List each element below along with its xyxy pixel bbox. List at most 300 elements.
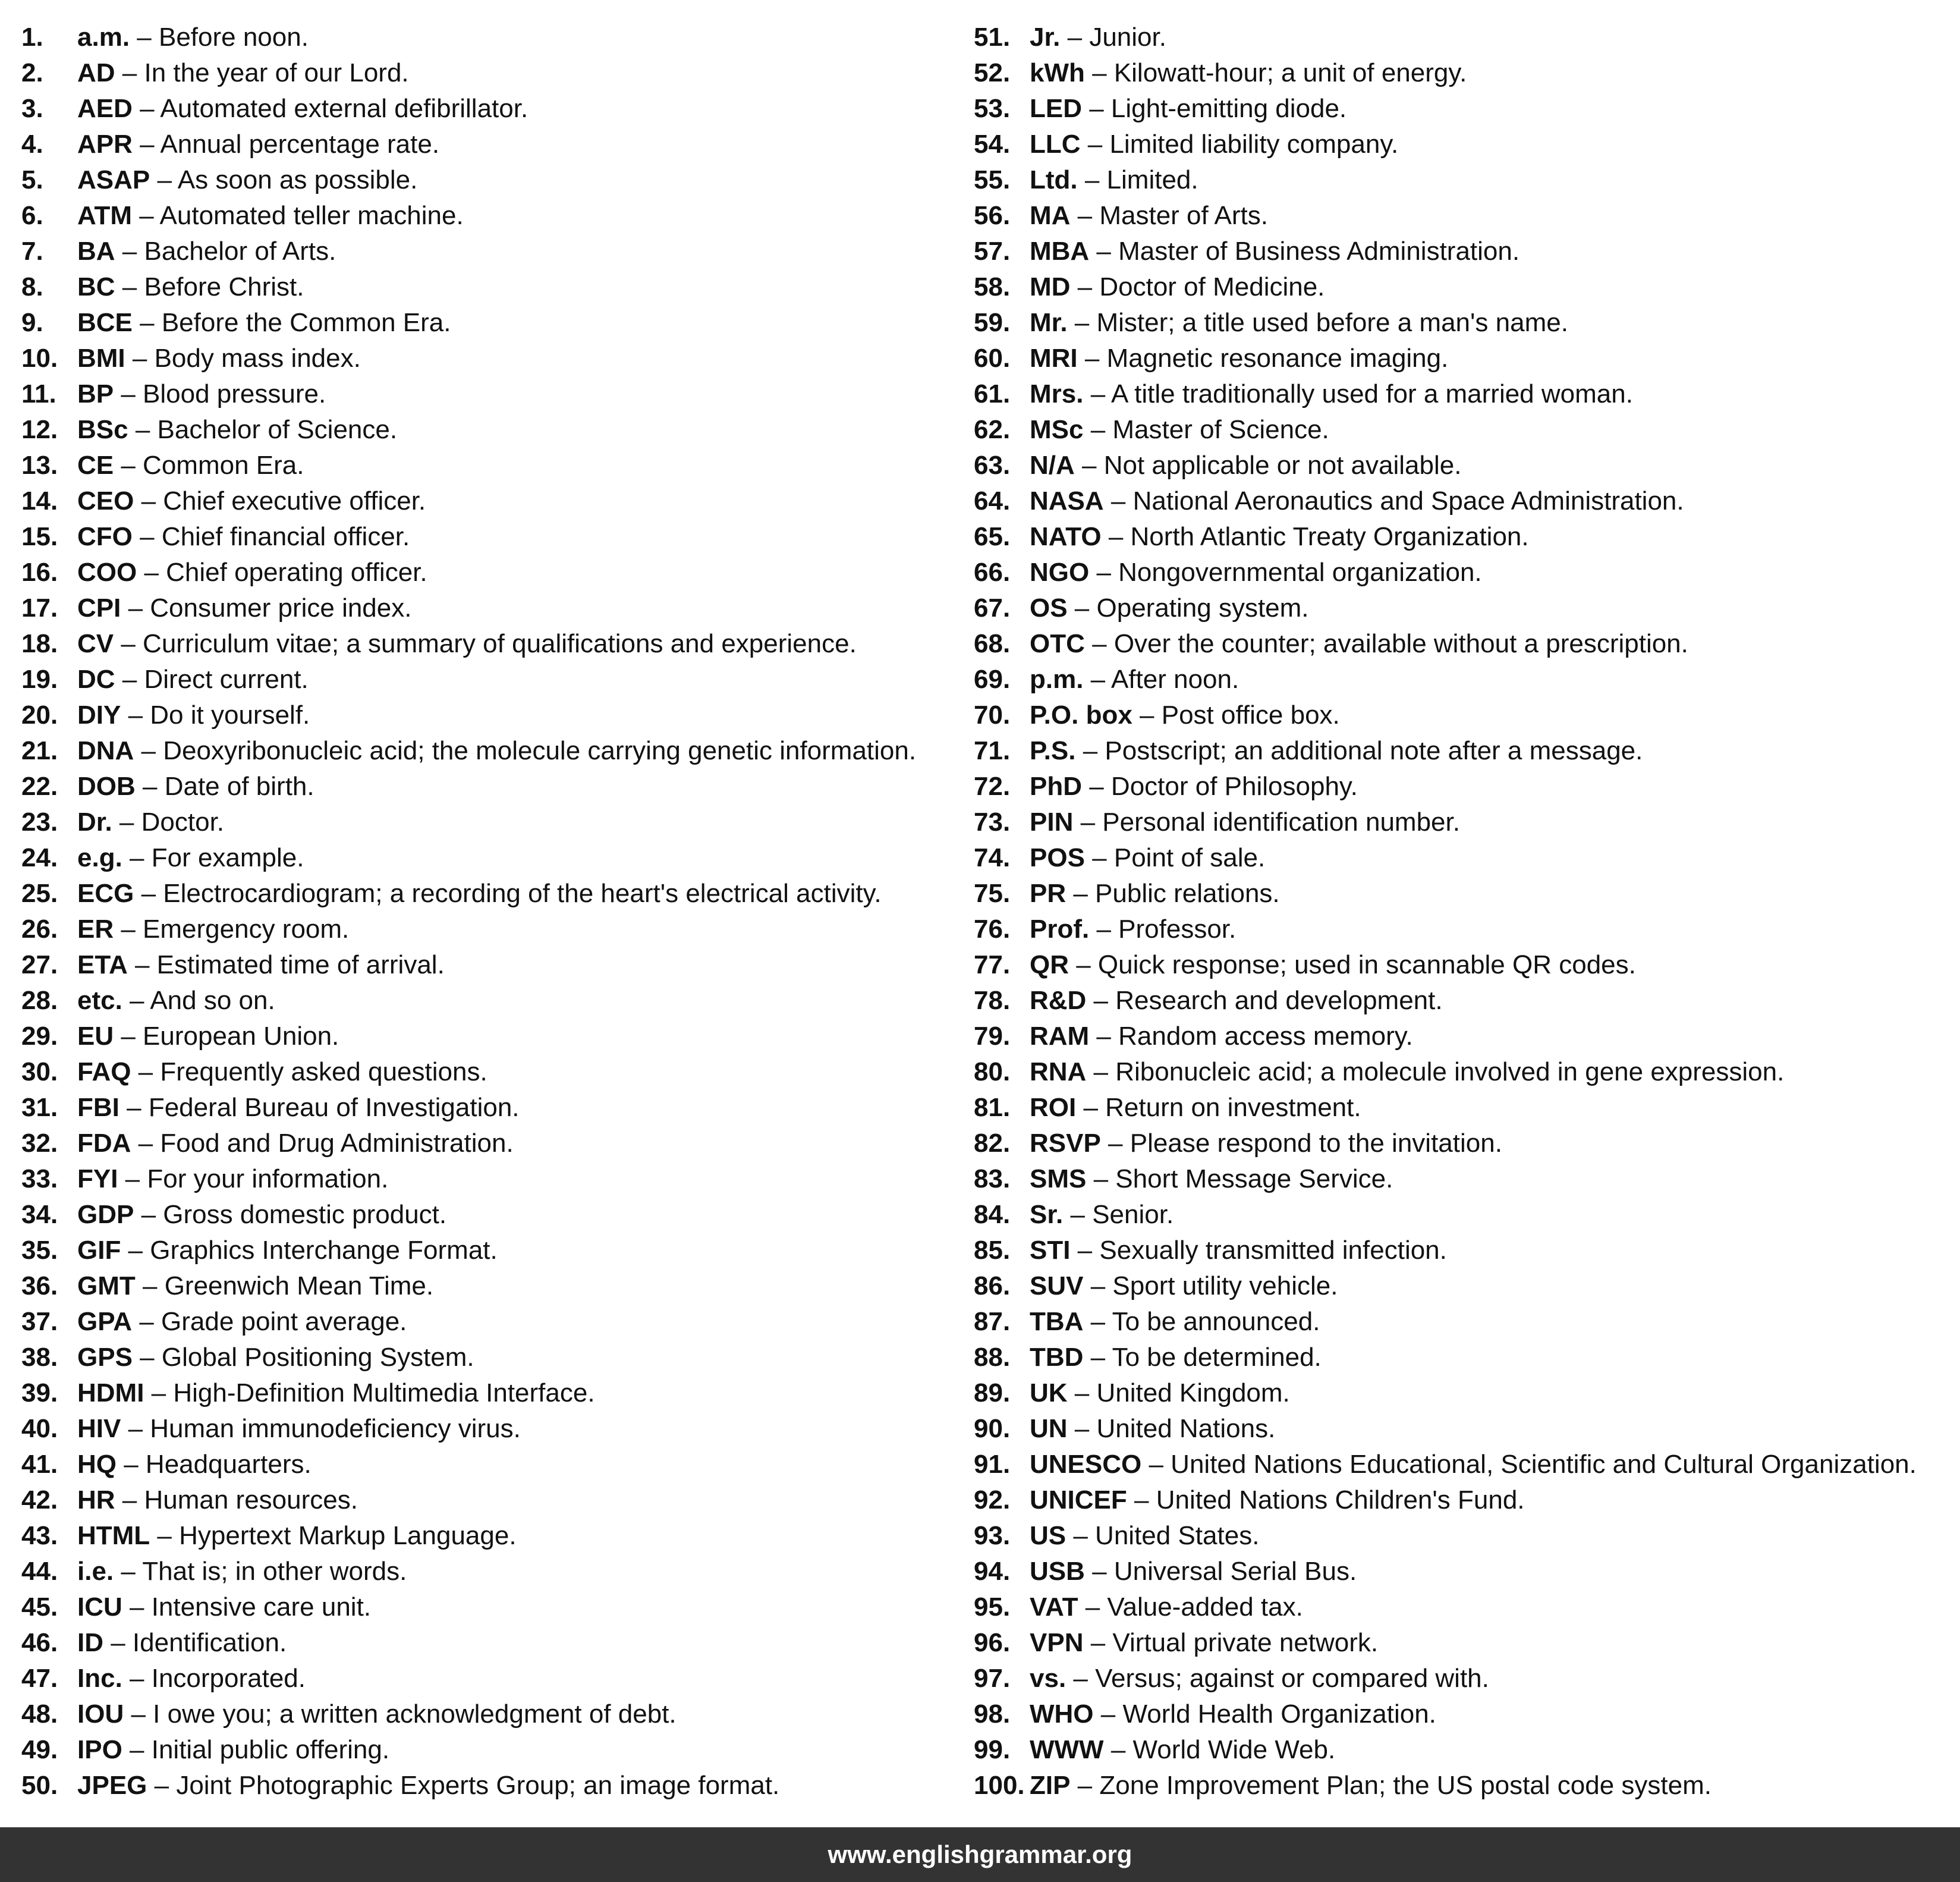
abbreviation-definition: For your information. (147, 1164, 389, 1193)
list-item (21, 198, 949, 234)
item-text (77, 55, 409, 91)
abbreviation-definition: Deoxyribonucleic acid; the molecule carrying genetic information. (163, 736, 917, 765)
list-item (974, 519, 1949, 555)
item-text (1030, 1411, 1275, 1447)
abbreviation-definition: Frequently asked questions. (160, 1057, 487, 1086)
list-item (974, 91, 1949, 127)
abbreviation-definition: High-Definition Multimedia Interface. (173, 1378, 595, 1407)
dash-separator: – (134, 486, 163, 516)
list-item (974, 1411, 1949, 1447)
dash-separator: – (1100, 1129, 1130, 1158)
item-number: 35. (21, 1236, 58, 1265)
abbreviation-term: AD (77, 58, 115, 87)
dash-separator: – (112, 808, 141, 837)
list-item (974, 1197, 1949, 1233)
list-item (21, 91, 949, 127)
abbreviation-definition: Research and development. (1115, 986, 1443, 1015)
list-item (21, 376, 949, 412)
item-text (1030, 1589, 1303, 1625)
item-text (1030, 1233, 1447, 1268)
abbreviation-list-right (974, 20, 1949, 1804)
list-item (974, 234, 1949, 269)
list-item (974, 1625, 1949, 1661)
abbreviation-term: FDA (77, 1129, 131, 1158)
list-item (21, 483, 949, 519)
dash-separator: – (122, 1735, 152, 1764)
list-item (974, 1340, 1949, 1375)
dash-separator: – (121, 1236, 150, 1265)
abbreviation-definition: Emergency room. (143, 915, 350, 944)
abbreviation-definition: European Union. (143, 1022, 339, 1051)
dash-separator: – (114, 379, 143, 409)
dash-separator: – (135, 1271, 165, 1300)
dash-separator: – (1084, 58, 1114, 87)
list-item (21, 55, 949, 91)
dash-separator: – (103, 1628, 133, 1657)
dash-separator: – (1077, 165, 1107, 194)
abbreviation-definition: Return on investment. (1105, 1093, 1361, 1122)
dash-separator: – (132, 201, 160, 230)
dash-separator: – (1086, 1057, 1116, 1086)
abbreviation-definition: Doctor of Medicine. (1099, 272, 1325, 301)
abbreviation-definition: Blood pressure. (143, 379, 326, 409)
item-text (1030, 55, 1467, 91)
abbreviation-term: HR (77, 1485, 115, 1515)
item-number: 61. (974, 379, 1011, 409)
list-item (21, 1661, 949, 1696)
item-text (1030, 341, 1448, 376)
item-text (77, 234, 336, 269)
dash-separator: – (1067, 308, 1097, 337)
item-text (1030, 1340, 1322, 1375)
list-item (974, 1589, 1949, 1625)
dash-separator: – (115, 1485, 144, 1515)
item-number: 79. (974, 1022, 1011, 1051)
list-item (974, 162, 1949, 198)
item-text (1030, 876, 1280, 912)
abbreviation-term: US (1030, 1521, 1066, 1550)
dash-separator: – (1063, 1200, 1093, 1229)
item-number: 16. (21, 558, 58, 587)
abbreviation-definition: Annual percentage rate. (160, 130, 440, 159)
item-number: 3. (21, 94, 43, 123)
abbreviation-definition: Light-emitting diode. (1110, 94, 1347, 123)
item-text (77, 947, 445, 983)
list-item (21, 1304, 949, 1340)
abbreviation-term: DC (77, 665, 115, 694)
abbreviation-term: HDMI (77, 1378, 144, 1407)
item-text (1030, 1197, 1174, 1233)
list-item (21, 1197, 949, 1233)
item-text (1030, 269, 1325, 305)
abbreviation-definition: Universal Serial Bus. (1113, 1557, 1357, 1586)
list-item (21, 1768, 949, 1804)
item-number: 85. (974, 1236, 1011, 1265)
list-item (21, 269, 949, 305)
abbreviation-definition: Hypertext Markup Language. (179, 1521, 517, 1550)
abbreviation-definition: Human immunodeficiency virus. (150, 1414, 521, 1443)
dash-separator: – (130, 23, 159, 52)
item-text (77, 1589, 371, 1625)
abbreviation-definition: Food and Drug Administration. (160, 1129, 514, 1158)
abbreviation-term: LED (1030, 94, 1082, 123)
list-item (974, 1732, 1949, 1768)
abbreviation-definition: Do it yourself. (150, 700, 310, 730)
item-number: 41. (21, 1450, 58, 1479)
dash-separator: – (1077, 344, 1107, 373)
list-item (21, 1518, 949, 1554)
item-number: 66. (974, 558, 1011, 587)
dash-separator: – (1101, 522, 1131, 551)
abbreviation-definition: Estimated time of arrival. (156, 950, 445, 979)
list-item (21, 305, 949, 341)
dash-separator: – (1070, 272, 1100, 301)
item-text (1030, 1054, 1784, 1090)
item-text (1030, 127, 1398, 162)
item-text (77, 1340, 474, 1375)
dash-separator: – (1078, 1592, 1108, 1622)
item-text (77, 483, 426, 519)
abbreviation-term: USB (1030, 1557, 1085, 1586)
list-item (21, 20, 949, 55)
abbreviation-term: CFO (77, 522, 133, 551)
dash-separator: – (1103, 486, 1133, 516)
dash-separator: – (1067, 1378, 1097, 1407)
dash-separator: – (134, 879, 163, 908)
dash-separator: – (117, 1450, 146, 1479)
item-number: 60. (974, 344, 1011, 373)
item-text (77, 20, 309, 55)
abbreviation-definition: Incorporated. (151, 1664, 306, 1693)
item-number: 2. (21, 58, 43, 87)
dash-separator: – (114, 1022, 143, 1051)
list-item (21, 162, 949, 198)
list-item (21, 1732, 949, 1768)
dash-separator: – (1089, 558, 1119, 587)
list-item (974, 20, 1949, 55)
item-text (1030, 1019, 1413, 1054)
dash-separator: – (121, 700, 150, 730)
item-text (77, 983, 275, 1019)
list-item (21, 1340, 949, 1375)
abbreviation-definition: Headquarters. (145, 1450, 312, 1479)
item-text (1030, 1268, 1338, 1304)
item-number: 73. (974, 808, 1011, 837)
item-number: 39. (21, 1378, 58, 1407)
dash-separator: – (115, 58, 144, 87)
list-item (974, 1268, 1949, 1304)
abbreviation-term: Mrs. (1030, 379, 1084, 409)
item-number: 36. (21, 1271, 58, 1300)
list-item (21, 1268, 949, 1304)
list-item (974, 555, 1949, 590)
dash-separator: – (1067, 1414, 1097, 1443)
dash-separator: – (1086, 986, 1116, 1015)
item-number: 77. (974, 950, 1011, 979)
item-number: 53. (974, 94, 1011, 123)
dash-separator: – (114, 915, 143, 944)
abbreviation-definition: Postscript; an additional note after a message. (1105, 736, 1643, 765)
item-number: 96. (974, 1628, 1011, 1657)
dash-separator: – (1070, 1236, 1100, 1265)
abbreviation-term: CE (77, 451, 114, 480)
abbreviation-term: EU (77, 1022, 114, 1051)
abbreviation-definition: To be announced. (1112, 1307, 1320, 1336)
list-item (974, 697, 1949, 733)
dash-separator: – (1089, 237, 1119, 266)
item-number: 33. (21, 1164, 58, 1193)
list-item (974, 983, 1949, 1019)
abbreviation-definition: Sexually transmitted infection. (1099, 1236, 1447, 1265)
item-text (1030, 234, 1519, 269)
item-text (1030, 662, 1239, 697)
item-number: 78. (974, 986, 1011, 1015)
dash-separator: – (1083, 1343, 1112, 1372)
abbreviation-term: UNESCO (1030, 1450, 1142, 1479)
abbreviation-term: FAQ (77, 1057, 131, 1086)
list-item (974, 1375, 1949, 1411)
list-item (974, 912, 1949, 947)
item-text (77, 448, 304, 483)
abbreviation-term: GPA (77, 1307, 133, 1336)
item-number: 22. (21, 772, 58, 801)
abbreviation-definition: I owe you; a written acknowledgment of debt. (153, 1699, 677, 1729)
abbreviation-term: SUV (1030, 1271, 1084, 1300)
abbreviation-term: WHO (1030, 1699, 1094, 1729)
item-number: 43. (21, 1521, 58, 1550)
item-number: 34. (21, 1200, 58, 1229)
abbreviation-term: GIF (77, 1236, 121, 1265)
item-number: 89. (974, 1378, 1011, 1407)
abbreviation-term: TBD (1030, 1343, 1084, 1372)
item-number: 84. (974, 1200, 1011, 1229)
abbreviation-term: Dr. (77, 808, 112, 837)
abbreviation-definition: Global Positioning System. (161, 1343, 474, 1372)
item-text (1030, 448, 1461, 483)
abbreviation-term: AED (77, 94, 133, 123)
abbreviation-definition: Junior. (1089, 23, 1166, 52)
list-item (974, 483, 1949, 519)
footer-website-link[interactable]: www.englishgrammar.org (828, 1840, 1132, 1868)
item-text (77, 305, 451, 341)
abbreviation-term: VPN (1030, 1628, 1084, 1657)
list-item (21, 662, 949, 697)
abbreviation-definition: Sport utility vehicle. (1112, 1271, 1338, 1300)
abbreviation-term: NASA (1030, 486, 1104, 516)
dash-separator: – (1084, 843, 1114, 872)
abbreviation-term: DIY (77, 700, 121, 730)
list-item (21, 947, 949, 983)
dash-separator: – (1069, 950, 1098, 979)
item-number: 14. (21, 486, 58, 516)
item-text (1030, 805, 1460, 840)
abbreviation-term: R&D (1030, 986, 1087, 1015)
dash-separator: – (1083, 379, 1111, 409)
item-text (77, 555, 427, 590)
abbreviation-term: DOB (77, 772, 136, 801)
abbreviation-definition: Consumer price index. (150, 593, 412, 623)
abbreviation-term: TBA (1030, 1307, 1084, 1336)
item-number: 65. (974, 522, 1011, 551)
item-text (77, 1019, 339, 1054)
abbreviation-definition: Quick response; used in scannable QR codes. (1097, 950, 1636, 979)
item-text (1030, 555, 1482, 590)
item-text (77, 840, 304, 876)
dash-separator: – (114, 1557, 143, 1586)
list-item (21, 1161, 949, 1197)
item-number: 93. (974, 1521, 1011, 1550)
abbreviation-term: NGO (1030, 558, 1090, 587)
list-item (974, 412, 1949, 448)
item-text (1030, 590, 1309, 626)
item-text (1030, 198, 1268, 234)
abbreviation-definition: Limited. (1106, 165, 1198, 194)
dash-separator: – (1083, 1307, 1112, 1336)
abbreviation-definition: Initial public offering. (151, 1735, 390, 1764)
list-item (974, 341, 1949, 376)
list-item (21, 555, 949, 590)
list-item (21, 805, 949, 840)
abbreviation-term: DNA (77, 736, 134, 765)
dash-separator: – (115, 272, 144, 301)
item-number: 4. (21, 130, 43, 159)
dash-separator: – (128, 415, 158, 444)
item-number: 11. (21, 379, 56, 409)
item-number: 58. (974, 272, 1011, 301)
abbreviation-term: OS (1030, 593, 1068, 623)
dash-separator: – (121, 1414, 150, 1443)
dash-separator: – (1127, 1485, 1156, 1515)
item-text (1030, 1482, 1525, 1518)
abbreviation-definition: Random access memory. (1118, 1022, 1413, 1051)
abbreviation-term: PR (1030, 879, 1066, 908)
item-text (77, 1768, 779, 1804)
footer-bar (0, 1827, 1960, 1882)
abbreviation-term: Ltd. (1030, 165, 1078, 194)
item-text (1030, 983, 1443, 1019)
list-item (21, 697, 949, 733)
abbreviation-definition: Human resources. (144, 1485, 358, 1515)
dash-separator: – (147, 1771, 177, 1800)
item-number: 1. (21, 23, 43, 52)
item-number: 15. (21, 522, 58, 551)
abbreviation-definition: Short Message Service. (1115, 1164, 1393, 1193)
item-text (77, 127, 439, 162)
abbreviation-term: MA (1030, 201, 1071, 230)
dash-separator: – (137, 558, 166, 587)
abbreviation-definition: Doctor. (141, 808, 225, 837)
item-number: 23. (21, 808, 58, 837)
abbreviation-term: JPEG (77, 1771, 147, 1800)
abbreviation-term: STI (1030, 1236, 1071, 1265)
item-text (77, 1554, 407, 1589)
dash-separator: – (127, 950, 157, 979)
item-text (77, 1375, 595, 1411)
item-text (1030, 626, 1688, 662)
list-item (21, 1589, 949, 1625)
abbreviation-definition: Versus; against or compared with. (1095, 1664, 1489, 1693)
item-number: 97. (974, 1664, 1011, 1693)
abbreviation-definition: To be determined. (1112, 1343, 1322, 1372)
abbreviation-term: ICU (77, 1592, 122, 1622)
abbreviation-term: VAT (1030, 1592, 1078, 1622)
item-number: 99. (974, 1735, 1011, 1764)
dash-separator: – (1082, 94, 1111, 123)
list-item (974, 305, 1949, 341)
list-item (974, 1768, 1949, 1804)
abbreviation-definition: Mister; a title used before a man's name. (1096, 308, 1568, 337)
list-item (21, 1019, 949, 1054)
abbreviation-definition: Personal identification number. (1102, 808, 1460, 837)
dash-separator: – (1060, 23, 1090, 52)
item-text (77, 769, 314, 805)
list-item (21, 1696, 949, 1732)
list-item (974, 1696, 1949, 1732)
item-text (77, 1625, 287, 1661)
abbreviation-definition: Chief operating officer. (166, 558, 427, 587)
abbreviation-term: e.g. (77, 843, 122, 872)
item-number: 44. (21, 1557, 58, 1586)
abbreviation-definition: A title traditionally used for a married woman. (1110, 379, 1633, 409)
dash-separator: – (118, 1164, 147, 1193)
abbreviation-term: ID (77, 1628, 103, 1657)
abbreviation-term: QR (1030, 950, 1069, 979)
item-number: 12. (21, 415, 58, 444)
dash-separator: – (134, 736, 163, 765)
abbreviation-list-left (21, 20, 949, 1804)
item-text (77, 1304, 407, 1340)
item-number: 92. (974, 1485, 1011, 1515)
abbreviation-definition: Identification. (132, 1628, 287, 1657)
item-number: 25. (21, 879, 58, 908)
abbreviation-term: BA (77, 237, 115, 266)
item-number: 7. (21, 237, 43, 266)
abbreviation-term: ETA (77, 950, 128, 979)
item-text (1030, 1090, 1361, 1126)
list-item (21, 626, 949, 662)
list-item (21, 1554, 949, 1589)
abbreviation-definition: United Nations Educational, Scientific and Cultural Organization. (1171, 1450, 1917, 1479)
item-text (77, 162, 417, 198)
item-number: 86. (974, 1271, 1011, 1300)
abbreviation-term: BC (77, 272, 115, 301)
list-item (974, 376, 1949, 412)
abbreviation-term: APR (77, 130, 133, 159)
dash-separator: – (119, 1093, 149, 1122)
dash-separator: – (132, 1343, 162, 1372)
abbreviation-definition: Direct current. (144, 665, 309, 694)
dash-separator: – (132, 308, 162, 337)
abbreviation-definition: Automated teller machine. (159, 201, 464, 230)
abbreviation-definition: Nongovernmental organization. (1118, 558, 1482, 587)
item-number: 19. (21, 665, 58, 694)
abbreviation-term: IPO (77, 1735, 122, 1764)
item-number: 48. (21, 1699, 58, 1729)
list-item (974, 947, 1949, 983)
abbreviation-definition: Master of Arts. (1099, 201, 1268, 230)
item-number: 49. (21, 1735, 58, 1764)
abbreviation-term: COO (77, 558, 137, 587)
dash-separator: – (135, 772, 165, 801)
dash-separator: – (122, 843, 152, 872)
dash-separator: – (122, 986, 150, 1015)
abbreviation-term: ZIP (1030, 1771, 1071, 1800)
dash-separator: – (1132, 700, 1162, 730)
abbreviation-definition: Ribonucleic acid; a molecule involved in gene expression. (1115, 1057, 1785, 1086)
item-text (1030, 840, 1265, 876)
item-text (77, 1233, 498, 1268)
item-text (1030, 1126, 1502, 1161)
